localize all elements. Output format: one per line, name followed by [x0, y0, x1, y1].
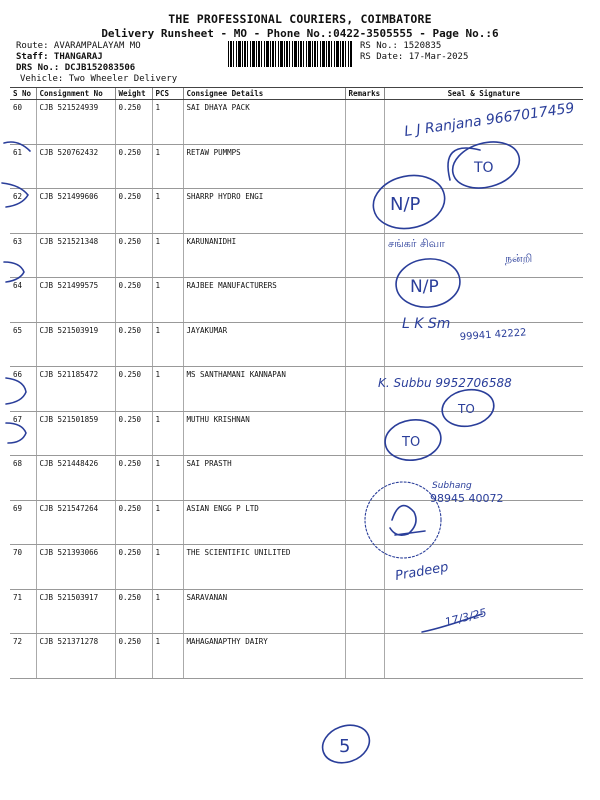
cell-remarks [345, 189, 384, 234]
cell-consignee: SARAVANAN [183, 589, 345, 634]
cell-remarks [345, 500, 384, 545]
np-mark: N/P [410, 277, 439, 297]
column-header: PCS [152, 88, 183, 100]
to-mark: TO [474, 160, 494, 176]
cell-pcs: 1 [152, 500, 183, 545]
cell-pcs: 1 [152, 589, 183, 634]
cell-consignee: MS SANTHAMANI KANNAPAN [183, 367, 345, 412]
cell-sno: 71 [10, 589, 36, 634]
cell-remarks [345, 100, 384, 145]
table-row [10, 500, 583, 545]
cell-signature [384, 545, 583, 590]
cell-cons: CJB 521503917 [36, 589, 115, 634]
cell-remarks [345, 456, 384, 501]
cell-remarks [345, 411, 384, 456]
page-count-circle [317, 719, 374, 769]
cell-sno: 65 [10, 322, 36, 367]
cell-cons: CJB 521547264 [36, 500, 115, 545]
column-header: Consignment No [36, 88, 115, 100]
staff-label: Staff: THANGARAJ [16, 52, 103, 62]
runsheet-title: THE PROFESSIONAL COURIERS, COIMBATORE [168, 12, 432, 26]
cell-cons: CJB 521501859 [36, 411, 115, 456]
cell-signature [384, 144, 583, 189]
drs-number: DRS No.: DCJB152083506 [16, 63, 136, 73]
cell-consignee: THE SCIENTIFIC UNILITED [183, 545, 345, 590]
cell-cons: CJB 521521348 [36, 233, 115, 278]
cell-signature [384, 189, 583, 234]
cell-pcs: 1 [152, 278, 183, 323]
cell-pcs: 1 [152, 411, 183, 456]
cell-pcs: 1 [152, 456, 183, 501]
cell-weight: 0.250 [115, 456, 152, 501]
cell-consignee: ASIAN ENGG P LTD [183, 500, 345, 545]
cell-signature [384, 634, 583, 679]
np-mark: N/P [390, 194, 421, 215]
column-header: Seal & Signature [384, 88, 583, 100]
cell-weight: 0.250 [115, 411, 152, 456]
runsheet-subtitle: Delivery Runsheet - MO - Phone No.:0422-3505555 - Page No.:6 [101, 27, 499, 40]
cell-weight: 0.250 [115, 589, 152, 634]
cell-weight: 0.250 [115, 278, 152, 323]
handwritten-signature: K. Subbu 9952706588 [378, 376, 512, 390]
cell-remarks [345, 589, 384, 634]
to-mark: TO [402, 435, 421, 450]
cell-weight: 0.250 [115, 100, 152, 145]
cell-sno: 67 [10, 411, 36, 456]
cell-sno: 64 [10, 278, 36, 323]
cell-sno: 70 [10, 545, 36, 590]
cell-signature [384, 278, 583, 323]
table-header-row [10, 88, 583, 100]
cell-sno: 63 [10, 233, 36, 278]
cell-sno: 61 [10, 144, 36, 189]
cell-pcs: 1 [152, 100, 183, 145]
cell-cons: CJB 521499606 [36, 189, 115, 234]
cell-pcs: 1 [152, 144, 183, 189]
route-label: Route: AVARAMPALAYAM MO [16, 41, 141, 51]
rs-date: RS Date: 17-Mar-2025 [360, 52, 469, 62]
cell-weight: 0.250 [115, 144, 152, 189]
table-row [10, 545, 583, 590]
cell-signature [384, 500, 583, 545]
runsheet-table [10, 87, 583, 679]
table-row [10, 456, 583, 501]
vehicle-label: Vehicle: Two Wheeler Delivery [20, 74, 178, 84]
cell-consignee: MUTHU KRISHNAN [183, 411, 345, 456]
cell-remarks [345, 278, 384, 323]
cell-cons: CJB 520762432 [36, 144, 115, 189]
cell-consignee: KARUNANIDHI [183, 233, 345, 278]
table-row [10, 589, 583, 634]
handwritten-tamil-note: சங்கர் சிவா [388, 237, 445, 250]
column-header: Consignee Details [183, 88, 345, 100]
cell-sno: 62 [10, 189, 36, 234]
cell-remarks [345, 233, 384, 278]
table-row [10, 100, 583, 145]
cell-cons: CJB 521448426 [36, 456, 115, 501]
cell-consignee: RAJBEE MANUFACTURERS [183, 278, 345, 323]
handwritten-tamil-note: நன்றி [505, 252, 533, 265]
cell-cons: CJB 521393066 [36, 545, 115, 590]
cell-cons: CJB 521185472 [36, 367, 115, 412]
cell-cons: CJB 521503919 [36, 322, 115, 367]
table-row [10, 144, 583, 189]
cell-remarks [345, 545, 384, 590]
table-row [10, 322, 583, 367]
table-body [10, 100, 583, 679]
cell-remarks [345, 144, 384, 189]
cell-signature [384, 100, 583, 145]
cell-consignee: MAHAGANAPTHY DAIRY [183, 634, 345, 679]
cell-weight: 0.250 [115, 322, 152, 367]
cell-remarks [345, 367, 384, 412]
cell-consignee: SHARRP HYDRO ENGI [183, 189, 345, 234]
cell-consignee: SAI DHAYA PACK [183, 100, 345, 145]
cell-pcs: 1 [152, 545, 183, 590]
cell-sno: 60 [10, 100, 36, 145]
page-count-mark: 5 [339, 736, 351, 757]
cell-signature [384, 411, 583, 456]
cell-pcs: 1 [152, 233, 183, 278]
cell-pcs: 1 [152, 634, 183, 679]
table-row [10, 278, 583, 323]
cell-sno: 66 [10, 367, 36, 412]
rs-number: RS No.: 1520835 [360, 41, 442, 51]
column-header: Weight [115, 88, 152, 100]
cell-weight: 0.250 [115, 634, 152, 679]
cell-signature [384, 456, 583, 501]
cell-cons: CJB 521499575 [36, 278, 115, 323]
cell-signature [384, 589, 583, 634]
cell-weight: 0.250 [115, 500, 152, 545]
handwritten-signature: Pradeep [394, 559, 450, 584]
cell-consignee: SAI PRASTH [183, 456, 345, 501]
cell-sno: 72 [10, 634, 36, 679]
handwritten-signature: L K Sm [402, 316, 451, 332]
to-mark: TO [458, 402, 475, 416]
cell-signature [384, 233, 583, 278]
cell-remarks [345, 322, 384, 367]
table-row [10, 189, 583, 234]
cell-sno: 68 [10, 456, 36, 501]
cell-consignee: JAYAKUMAR [183, 322, 345, 367]
cell-pcs: 1 [152, 367, 183, 412]
table-row [10, 634, 583, 679]
cell-cons: CJB 521524939 [36, 100, 115, 145]
column-header: S No [10, 88, 36, 100]
cell-weight: 0.250 [115, 233, 152, 278]
handwritten-signature: L J Ranjana 9667017459 [403, 100, 576, 140]
handwritten-date: 17/3/25 [443, 606, 488, 629]
cell-sno: 69 [10, 500, 36, 545]
handwritten-phone: 98945 40072 [430, 492, 504, 505]
cell-weight: 0.250 [115, 367, 152, 412]
cell-signature [384, 322, 583, 367]
handwritten-signature: Subhang [432, 481, 472, 491]
cell-cons: CJB 521371278 [36, 634, 115, 679]
cell-signature [384, 367, 583, 412]
cell-weight: 0.250 [115, 545, 152, 590]
cell-weight: 0.250 [115, 189, 152, 234]
table-row [10, 233, 583, 278]
column-header: Remarks [345, 88, 384, 100]
handwritten-phone: 99941 42222 [459, 327, 527, 343]
cell-consignee: RETAW PUMMPS [183, 144, 345, 189]
barcode [228, 41, 352, 67]
cell-pcs: 1 [152, 322, 183, 367]
cell-pcs: 1 [152, 189, 183, 234]
cell-remarks [345, 634, 384, 679]
table-row [10, 411, 583, 456]
table-row [10, 367, 583, 412]
